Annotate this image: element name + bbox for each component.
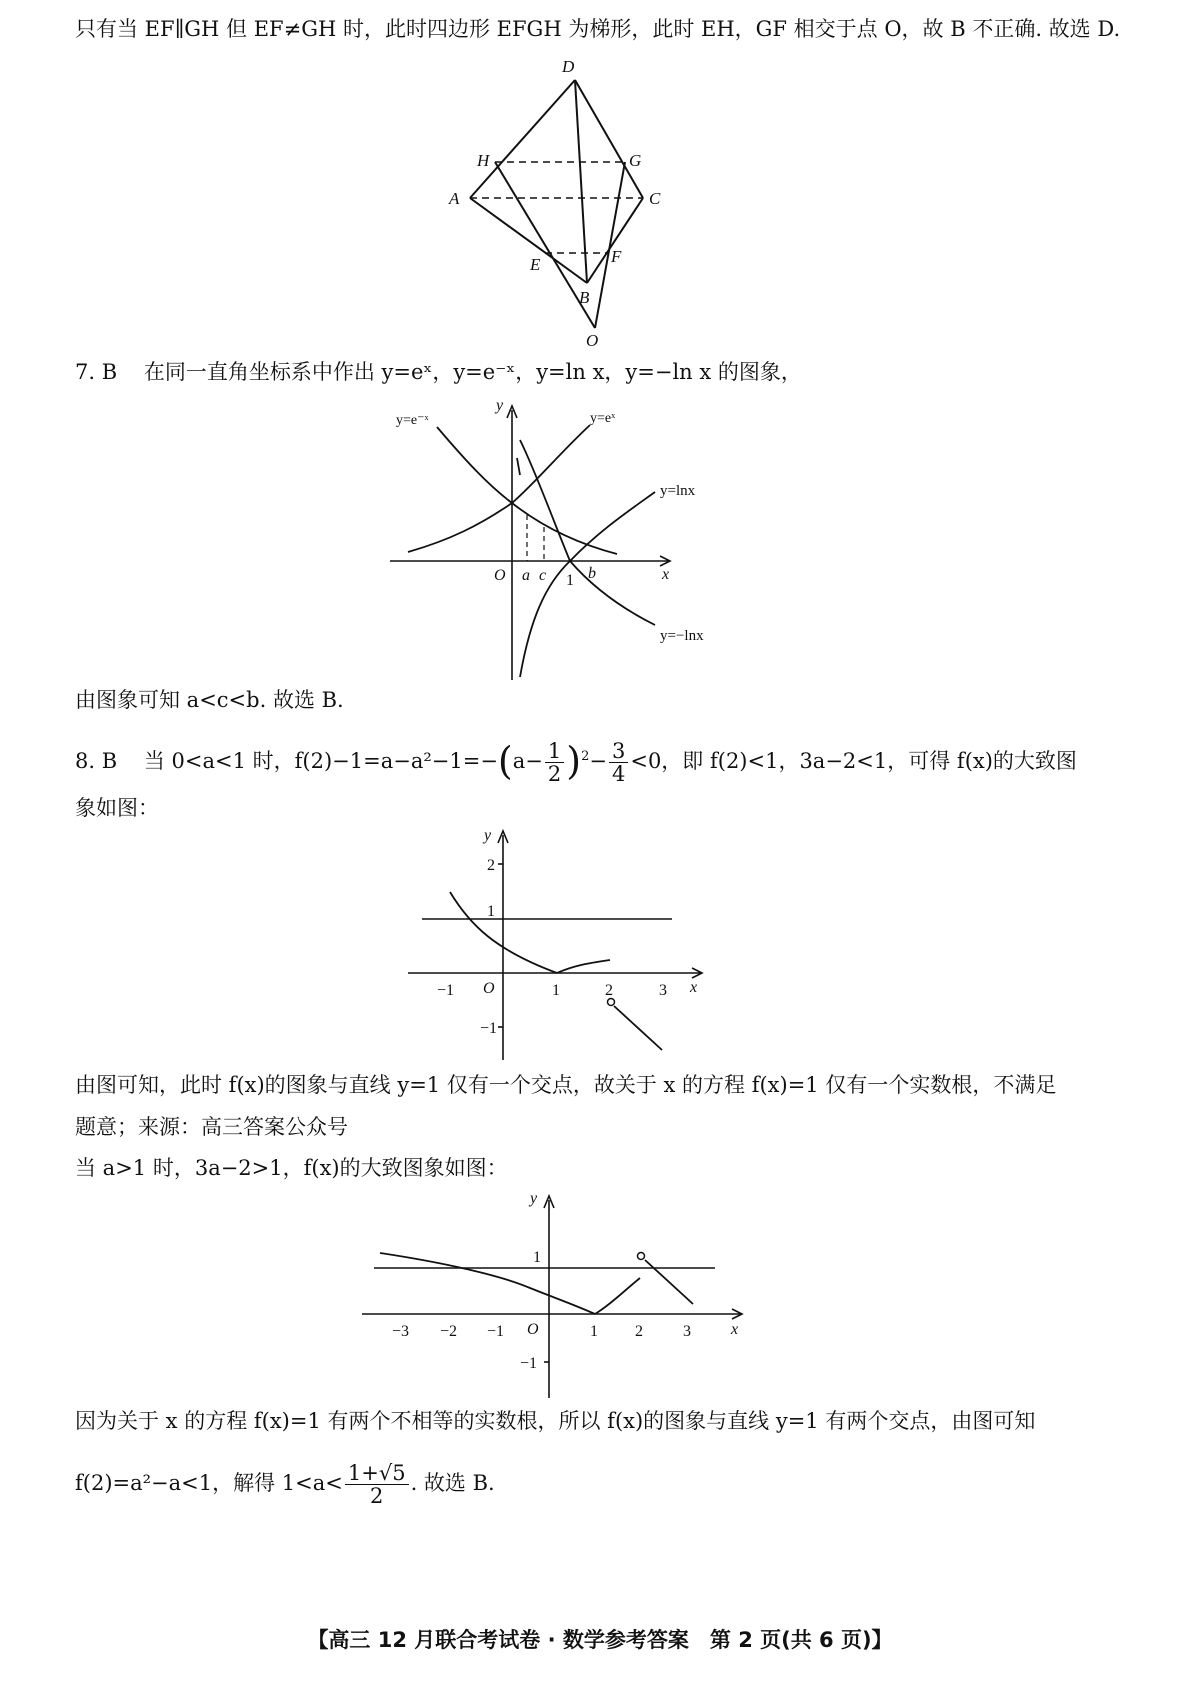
question-8-line-1: 8. B 当 0<a<1 时，f(2)−1=a−a²−1=−(a− $\frac{1}{2}$ )$^2$− $\frac{3}{4}$ <0，即 f(2)<1，3a−2<1，可得 f(x)的大致图 — [75, 739, 1077, 786]
fraction-one-half: $\frac{1}{2}$ — [545, 740, 564, 785]
question-8-number: 8. B — [75, 749, 118, 773]
label-G: G — [629, 151, 642, 170]
label-C: C — [649, 189, 661, 208]
point-c-label: c — [539, 567, 547, 584]
q8-c5-pre: f(2)=a²−a<1，解得 1<a< — [75, 1471, 343, 1495]
tick-y-1: 1 — [533, 1249, 541, 1266]
tick-x-2: 2 — [635, 1323, 643, 1340]
label-A: A — [449, 189, 460, 208]
tick-x-1: 1 — [590, 1323, 598, 1340]
y-axis-label: y — [496, 397, 504, 414]
x-axis-label: x — [662, 566, 670, 583]
question-8-conclusion-2: 题意；来源：高三答案公众号 — [75, 1115, 348, 1139]
exp-log-graph — [385, 385, 730, 685]
point-a-label: a — [522, 567, 530, 584]
tick-x-1: 1 — [552, 982, 560, 999]
tetrahedron-figure — [440, 55, 680, 350]
question-8-line-2: 象如图： — [75, 796, 159, 820]
question-8-pre: 当 0<a<1 时，f(2)−1=a−a²−1=− — [143, 749, 498, 773]
question-8-tail: <0，即 f(2)<1，3a−2<1，可得 f(x)的大致图 — [630, 749, 1077, 773]
question-7-intro — [75, 357, 802, 387]
question-7-conclusion: 由图象可知 a<c<b. 故选 B. — [75, 688, 344, 712]
question-8-conclusion-3: 当 a>1 时，3a−2>1，f(x)的大致图象如图： — [75, 1156, 508, 1180]
label-E: E — [530, 255, 541, 274]
y-label: y — [484, 827, 492, 844]
tick-x-neg3: −3 — [392, 1323, 410, 1340]
tick-x-3: 3 — [683, 1323, 691, 1340]
label-F: F — [611, 247, 622, 266]
question-8-conclusion-1: 由图可知，此时 f(x)的图象与直线 y=1 仅有一个交点，故关于 x 的方程 f(x)=1 仅有一个实数根，不满足 — [75, 1073, 1057, 1097]
question-7-number: 7. B — [75, 360, 118, 384]
point-b-label: b — [588, 565, 596, 582]
label-D: D — [562, 57, 575, 76]
question-8-minus: − — [589, 749, 607, 773]
graph-case-a-greater-1 — [355, 1185, 755, 1400]
curve-ln-label: y=lnx — [660, 483, 696, 499]
question-8-mid: a− — [512, 749, 543, 773]
solution-6-conclusion: 只有当 EF∥GH 但 EF≠GH 时，此时四边形 EFGH 为梯形，此时 EH，GF 相交于点 O，故 B 不正确. 故选 D. — [75, 17, 1121, 41]
tick-x-2: 2 — [605, 982, 613, 999]
tick-x-3: 3 — [659, 982, 667, 999]
tick-y-1: 1 — [487, 903, 495, 920]
fraction-three-quarters: $\frac{3}{4}$ — [609, 740, 628, 785]
tick-x-neg1: −1 — [437, 982, 455, 999]
y-label: y — [530, 1190, 538, 1207]
curve-e-x-label: y=eˣ — [590, 411, 616, 426]
q8-c5-post: . 故选 B. — [410, 1471, 495, 1495]
question-8-conclusion-4: 因为关于 x 的方程 f(x)=1 有两个不相等的实数根，所以 f(x)的图象与直线 y=1 有两个交点，由图可知 — [75, 1409, 1036, 1433]
tick-y-2: 2 — [487, 857, 495, 874]
x-label: x — [690, 979, 698, 996]
tick-origin: O — [527, 1321, 539, 1338]
tick-x-neg2: −2 — [440, 1323, 458, 1340]
question-8-conclusion-5 — [75, 1462, 495, 1507]
point-1-label: 1 — [566, 572, 574, 589]
label-O: O — [586, 331, 599, 350]
x-label: x — [731, 1321, 739, 1338]
fraction-golden: $\frac{1+√5}{2}$ — [345, 1462, 409, 1507]
label-H: H — [477, 151, 490, 170]
tick-y-neg1: −1 — [520, 1355, 538, 1372]
tick-y-neg1: −1 — [480, 1020, 498, 1037]
page-footer: 【高三 12 月联合考试卷 · 数学参考答案 第 2 页(共 6 页)】 — [307, 1628, 893, 1652]
label-B: B — [579, 288, 590, 307]
graph-case-a-less-1 — [400, 820, 720, 1060]
question-7-text: 在同一直角坐标系中作出 y=eˣ，y=e⁻ˣ，y=ln x，y=−ln x 的图象， — [143, 360, 802, 384]
origin-label: O — [494, 567, 506, 584]
tick-x-neg1: −1 — [487, 1323, 505, 1340]
tick-origin: O — [483, 980, 495, 997]
curve-e-neg-x-label: y=e⁻ˣ — [396, 413, 429, 428]
curve-neg-ln-label: y=−lnx — [660, 628, 704, 644]
